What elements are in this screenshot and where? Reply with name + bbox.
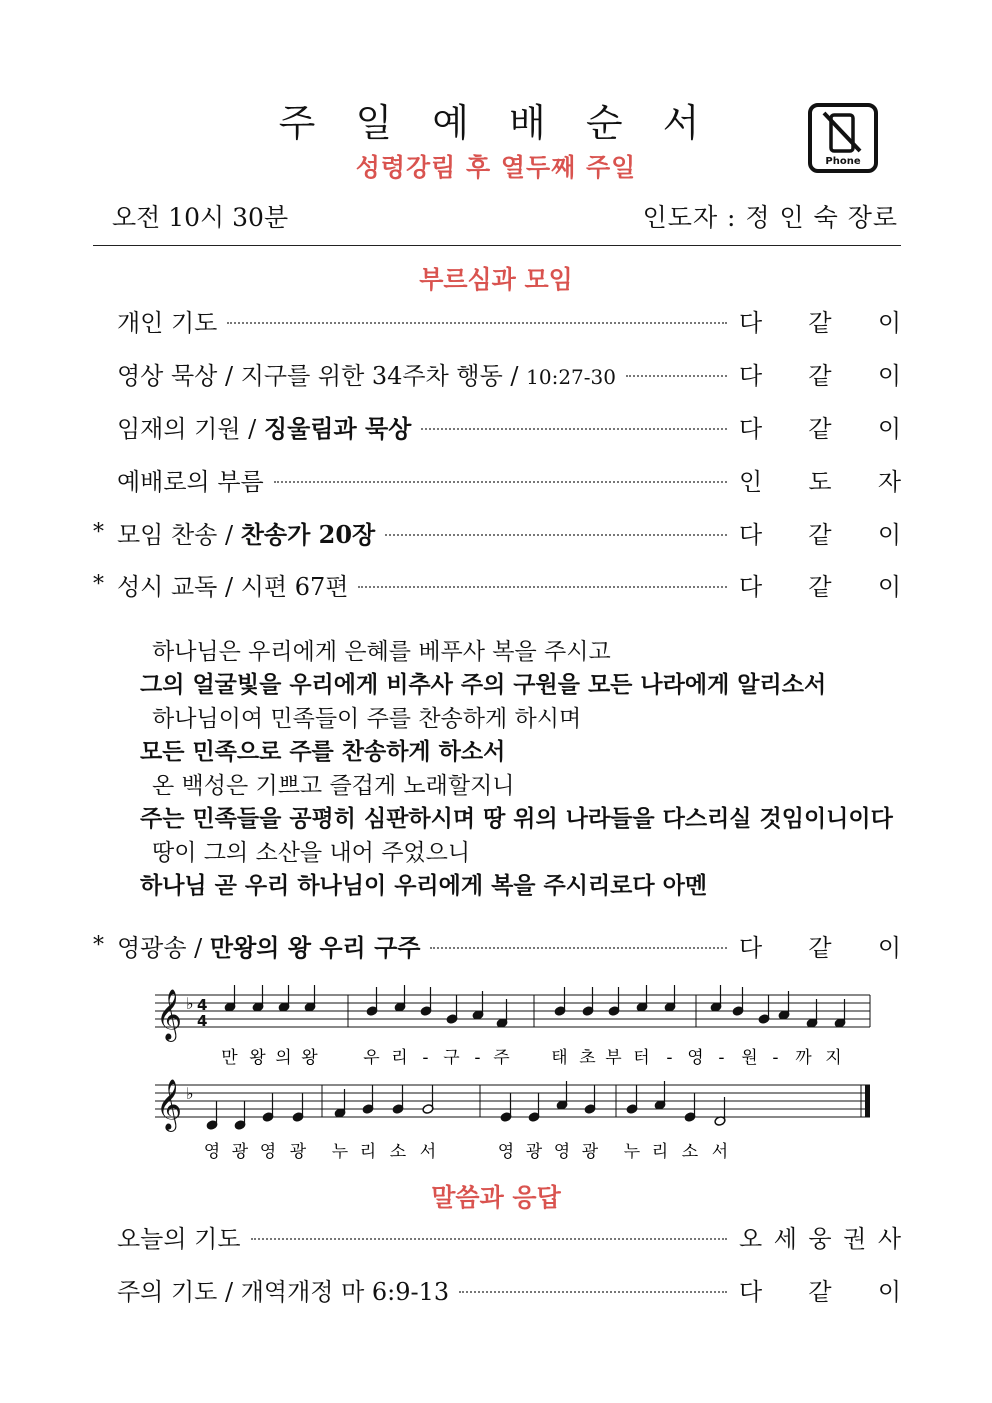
svg-text:𝄞: 𝄞	[156, 1079, 183, 1130]
standing-mark: *	[93, 932, 104, 958]
dot-leader	[385, 534, 727, 536]
lyric-syllable: 구	[443, 1048, 461, 1068]
dot-leader	[274, 481, 727, 483]
section-gathering: 부르심과 모임	[419, 265, 573, 294]
order-item	[93, 356, 901, 390]
lyric-syllable: 영	[497, 1142, 515, 1162]
order-item-label: 영상 묵상 / 지구를 위한 34주차 행동 / 10:27-30	[117, 361, 616, 390]
order-item-label: 개인 기도	[117, 308, 218, 337]
lyric-syllable: 왕	[301, 1048, 319, 1068]
lyric-syllable: 리	[651, 1142, 669, 1162]
lyric-syllable: 영	[203, 1142, 221, 1162]
lyric-syllable: 영	[687, 1048, 705, 1068]
lyric-syllable: 서	[711, 1142, 729, 1162]
lyric-syllable: 서	[419, 1142, 437, 1162]
order-item-lords-prayer	[93, 1272, 901, 1306]
lyric-syllable: 누	[623, 1142, 641, 1162]
no-phone-icon	[808, 103, 878, 173]
order-item-responder: 다 같 이	[739, 414, 901, 443]
page-subtitle: 성령강림 후 열두째 주일	[355, 153, 637, 182]
dot-leader	[421, 428, 727, 430]
order-item-prayer	[93, 1219, 901, 1253]
lyric-syllable: 터	[633, 1048, 651, 1068]
service-leader: 인도자 : 정 인 숙 장로	[642, 203, 898, 232]
lyric-syllable: -	[474, 1048, 482, 1068]
dot-leader	[358, 586, 727, 588]
page-title: 주 일 예 배 순 서	[278, 101, 714, 145]
order-item-label: 영광송 / 만왕의 왕 우리 구주	[117, 932, 421, 962]
lyric-syllable: 누	[331, 1142, 349, 1162]
order-item-responder: 다 같 이	[739, 933, 901, 962]
reading-congregation-line: 그의 얼굴빛을 우리에게 비추사 주의 구원을 모든 나라에게 알리소서	[140, 672, 827, 698]
lyric-syllable: 광	[581, 1142, 599, 1162]
dot-leader	[626, 375, 727, 377]
lyric-syllable: 영	[259, 1142, 277, 1162]
lyric-syllable: 리	[359, 1142, 377, 1162]
order-item	[93, 515, 901, 549]
lyric-syllable: 의	[275, 1048, 293, 1068]
lyric-syllable: 원	[741, 1048, 759, 1068]
time-signature-bottom: 4	[197, 1012, 208, 1030]
lyric-syllable: 영	[553, 1142, 571, 1162]
lyric-syllable: -	[718, 1048, 726, 1068]
order-item-label: 예배로의 부름	[117, 467, 264, 496]
section-word: 말씀과 응답	[431, 1183, 561, 1212]
order-item-doxology	[93, 928, 901, 962]
order-item-responder: 인 도 자	[739, 467, 901, 496]
dot-leader	[459, 1291, 727, 1293]
reading-leader-line: 하나님은 우리에게 은혜를 베푸사 복을 주시고	[152, 639, 611, 665]
lyric-syllable: 만	[221, 1048, 239, 1068]
reading-congregation-line: 주는 민족들을 공평히 심판하시며 땅 위의 나라들을 다스리실 것임이니이다	[140, 806, 893, 832]
lyric-syllable: 부	[605, 1048, 623, 1068]
svg-text:♭: ♭	[186, 994, 194, 1013]
order-item-responder: 다 같 이	[739, 572, 901, 601]
dot-leader	[227, 322, 727, 324]
lyric-syllable: 리	[391, 1048, 409, 1068]
lyric-syllable: 광	[289, 1142, 307, 1162]
lyric-syllable: 태	[551, 1048, 569, 1068]
reading-congregation-line: 모든 민족으로 주를 찬송하게 하소서	[140, 739, 506, 765]
order-item-responder: 다 같 이	[739, 520, 901, 549]
order-item-responder: 다 같 이	[739, 1277, 901, 1306]
lyric-syllable: 왕	[249, 1048, 267, 1068]
service-time: 오전 10시 30분	[112, 203, 289, 232]
lyric-syllable: 광	[525, 1142, 543, 1162]
lyric-syllable: -	[772, 1048, 780, 1068]
reading-leader-line: 온 백성은 기쁘고 즐겁게 노래할지니	[152, 773, 515, 799]
order-item	[93, 303, 901, 337]
order-item	[93, 567, 901, 601]
lyric-syllable: 광	[231, 1142, 249, 1162]
lyric-syllable: 까	[795, 1048, 813, 1068]
order-item	[93, 409, 901, 443]
doxology-score	[150, 985, 880, 1170]
phone-icon-label: Phone	[825, 156, 861, 167]
order-item-label: 주의 기도 / 개역개정 마 6:9-13	[117, 1277, 450, 1306]
svg-text:♭: ♭	[186, 1084, 194, 1103]
header-divider	[93, 245, 901, 246]
order-item	[93, 462, 901, 496]
order-item-responder: 다 같 이	[739, 361, 901, 390]
standing-mark: *	[93, 571, 104, 597]
order-item-responder: 다 같 이	[739, 308, 901, 337]
time-signature-top: 4	[197, 996, 208, 1014]
order-item-responder: 오 세 웅 권 사	[739, 1224, 901, 1253]
reading-leader-line: 하나님이여 민족들이 주를 찬송하게 하시며	[152, 706, 582, 732]
reading-congregation-line: 하나님 곧 우리 하나님이 우리에게 복을 주시리로다 아멘	[140, 873, 708, 899]
lyric-syllable: 지	[825, 1048, 843, 1068]
reading-leader-line: 땅이 그의 소산을 내어 주었으니	[152, 840, 471, 866]
order-item-label: 성시 교독 / 시편 67편	[117, 572, 349, 601]
order-item-label: 임재의 기원 / 징울림과 묵상	[117, 413, 412, 443]
lyric-syllable: 초	[579, 1048, 597, 1068]
lyric-syllable: -	[666, 1048, 674, 1068]
order-item-label: 모임 찬송 / 찬송가 20장	[117, 519, 376, 549]
lyric-syllable: 우	[363, 1048, 381, 1068]
lyric-syllable: 소	[681, 1142, 699, 1162]
lyric-syllable: 소	[389, 1142, 407, 1162]
lyric-syllable: -	[422, 1048, 430, 1068]
order-item-label: 오늘의 기도	[117, 1224, 241, 1253]
dot-leader	[251, 1238, 727, 1240]
dot-leader	[430, 947, 727, 949]
standing-mark: *	[93, 519, 104, 545]
lyric-syllable: 주	[493, 1048, 511, 1068]
svg-text:𝄞: 𝄞	[156, 989, 183, 1040]
